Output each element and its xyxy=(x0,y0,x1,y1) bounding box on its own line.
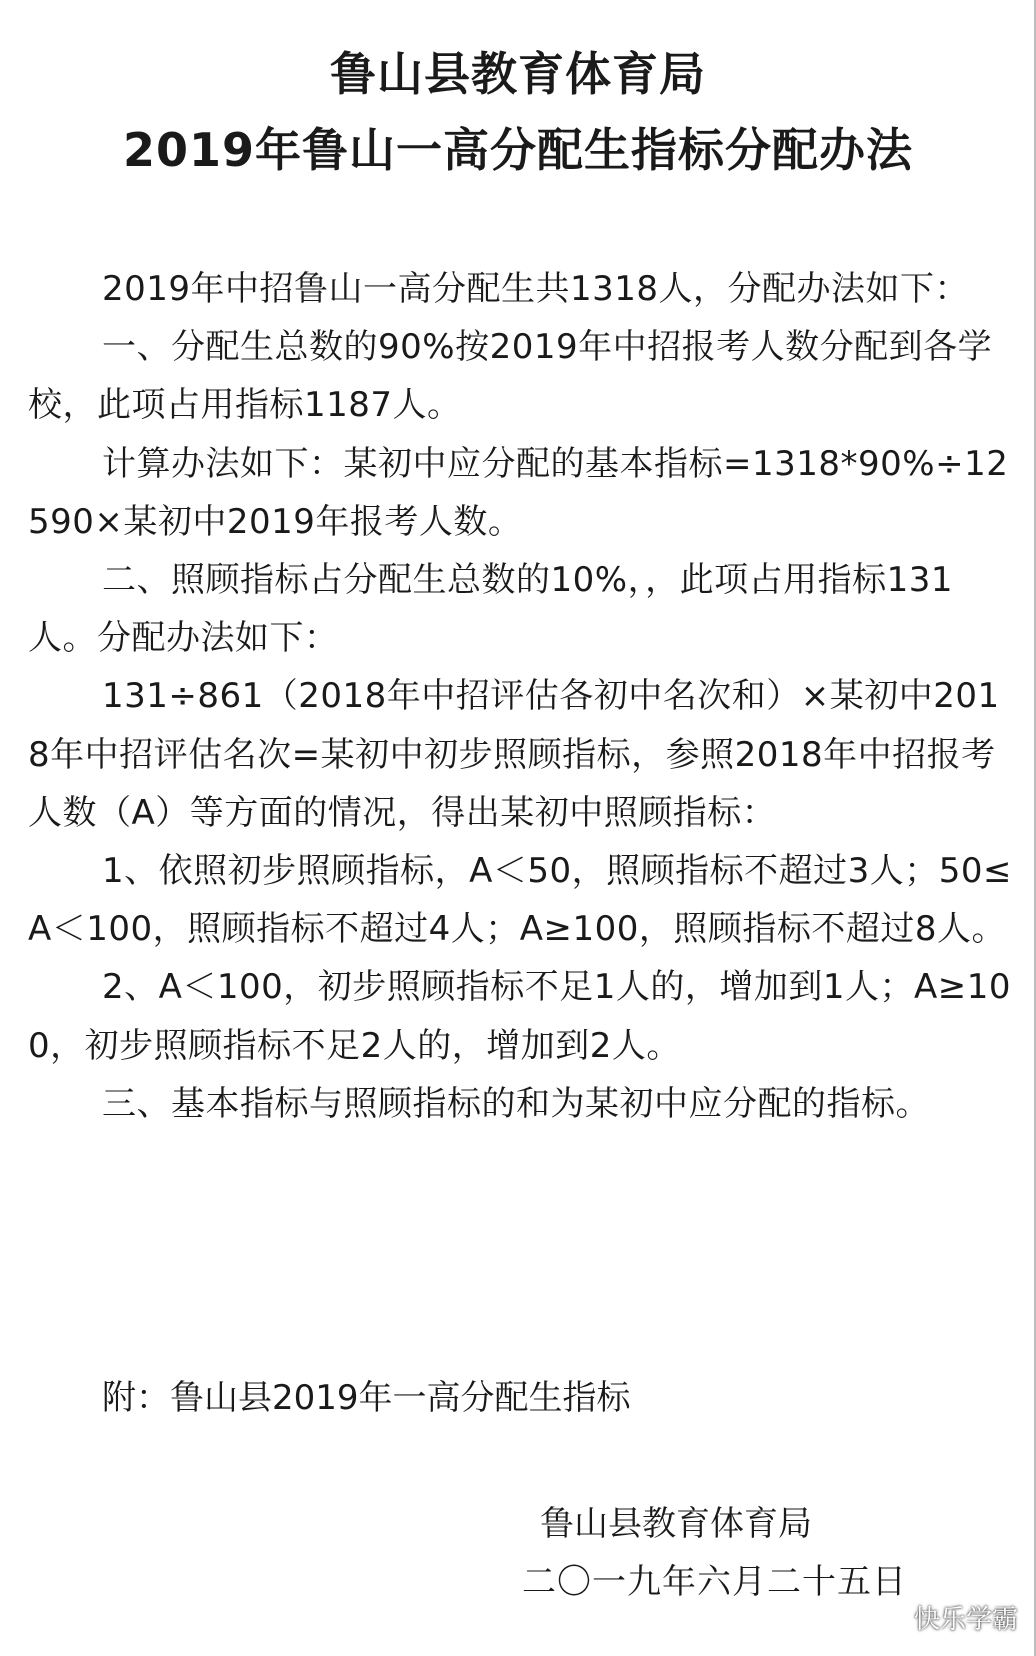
paragraph-rule-2: 2、A＜100，初步照顾指标不足1人的，增加到1人；A≥100，初步照顾指标不足2人的，增加到2人。 xyxy=(28,967,1012,1066)
watermark xyxy=(874,1599,1018,1636)
paragraph-rule-1: 1、依照初步照顾指标，A＜50，照顾指标不超过3人；50≤A＜100，照顾指标不超过4人；A≥100，照顾指标不超过8人。 xyxy=(28,851,1013,950)
paragraph-section-2: 二、照顾指标占分配生总数的10%，，此项占用指标131人。分配办法如下： xyxy=(28,560,953,659)
paragraph-formula: 131÷861（2018年中招评估各初中名次和）×某初中2018年中招评估名次=某初中初步照顾指标，参照2018年中招报考人数（A）等方面的情况，得出某初中照顾指标： xyxy=(28,676,1000,833)
watermark-text: 快乐学霸 xyxy=(913,1605,1018,1635)
issuer-title: 鲁山县教育体育局 xyxy=(330,47,706,101)
signature-date: 二〇一九年六月二十五日 xyxy=(522,1562,907,1602)
wechat-icon xyxy=(874,1600,908,1635)
document-body xyxy=(28,260,1018,1133)
paragraph-section-1: 一、分配生总数的90%按2019年中招报考人数分配到各学校，此项占用指标1187人。 xyxy=(28,327,993,426)
attachment-note: 附：鲁山县2019年一高分配生指标 xyxy=(102,1378,631,1418)
paragraph-intro: 2019年中招鲁山一高分配生共1318人，分配办法如下： xyxy=(102,269,970,309)
paragraph-calculation: 计算办法如下：某初中应分配的基本指标=1318*90%÷12590×某初中2019年报考人数。 xyxy=(28,443,1009,542)
document-title: 2019年鲁山一高分配生指标分配办法 xyxy=(122,123,914,177)
signature-issuer: 鲁山县教育体育局 xyxy=(540,1504,812,1544)
paragraph-section-3: 三、基本指标与照顾指标的和为某初中应分配的指标。 xyxy=(102,1083,930,1124)
